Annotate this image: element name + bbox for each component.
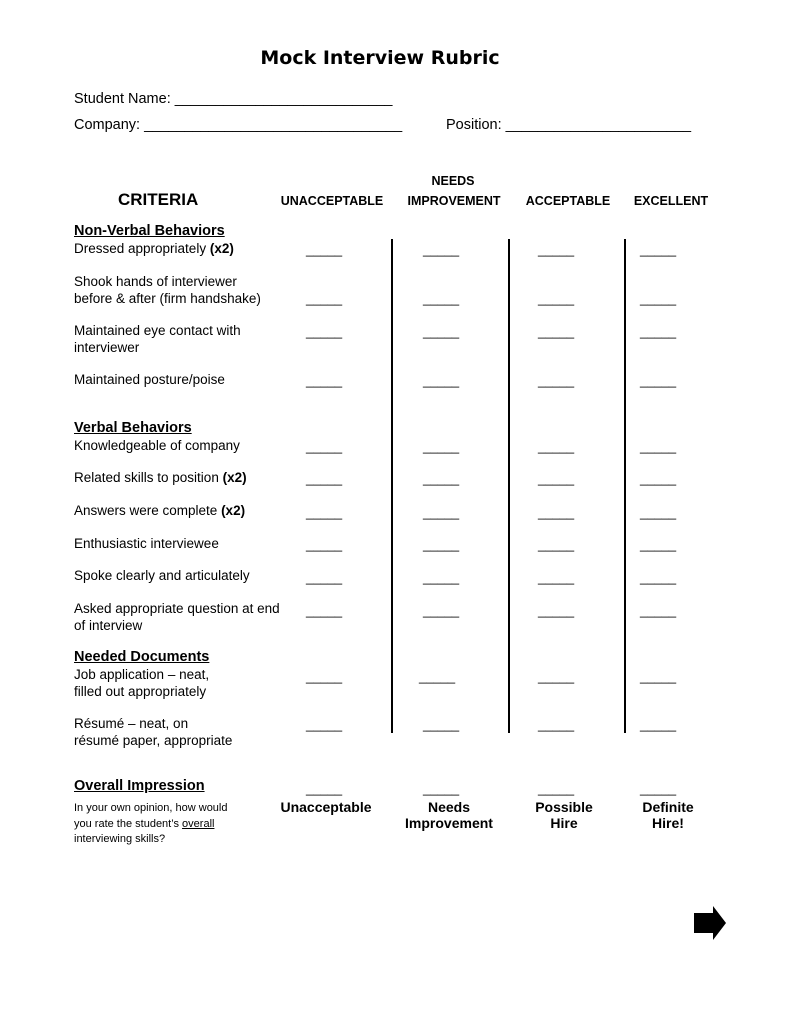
rating-unacceptable: Unacceptable	[280, 799, 372, 815]
rating-blank[interactable]: _____	[640, 781, 677, 796]
rating-blank[interactable]: _____	[306, 471, 343, 486]
rating-blank[interactable]: _____	[423, 439, 460, 454]
rating-blank[interactable]: _____	[306, 439, 343, 454]
overall-question: In your own opinion, how would you rate the student’s overall interviewing skills?	[74, 802, 228, 845]
rating-blank[interactable]: _____	[306, 242, 343, 257]
rating-definite-hire: Definite Hire!	[642, 799, 694, 831]
rating-blank[interactable]: _____	[306, 537, 343, 552]
criterion-item: Enthusiastic interviewee	[74, 536, 219, 551]
rating-blank[interactable]: _____	[306, 781, 343, 796]
column-divider	[391, 239, 393, 733]
student-name-field[interactable]: Student Name: ___________________________	[74, 91, 393, 107]
rating-blank[interactable]: _____	[538, 781, 575, 796]
rating-blank[interactable]: _____	[640, 471, 677, 486]
header-needs: NEEDS	[431, 174, 475, 188]
rating-blank[interactable]: _____	[306, 717, 343, 732]
rating-blank[interactable]: _____	[538, 324, 575, 339]
header-unacceptable: UNACCEPTABLE	[280, 194, 384, 208]
rating-blank[interactable]: _____	[640, 439, 677, 454]
rating-blank[interactable]: _____	[640, 505, 677, 520]
criterion-item: Job application – neat, filled out appropriately	[74, 667, 210, 699]
criterion-item: Maintained posture/poise	[74, 372, 225, 387]
column-divider	[624, 239, 626, 733]
rating-blank[interactable]: _____	[538, 570, 575, 585]
rating-blank[interactable]: _____	[538, 373, 575, 388]
criterion-item: Spoke clearly and articulately	[74, 568, 250, 583]
rating-blank[interactable]: _____	[640, 669, 677, 684]
rating-blank[interactable]: _____	[640, 717, 677, 732]
rating-blank[interactable]: _____	[423, 242, 460, 257]
rating-needs-improvement: Needs Improvement	[405, 799, 493, 831]
section-title-nonverbal: Non-Verbal Behaviors	[74, 223, 225, 239]
column-divider	[508, 239, 510, 733]
section-title-overall: Overall Impression	[74, 778, 205, 794]
header-excellent: EXCELLENT	[633, 194, 709, 208]
rating-blank[interactable]: _____	[423, 291, 460, 306]
criterion-item: Résumé – neat, on résumé paper, appropriate	[74, 716, 233, 748]
rating-blank[interactable]: _____	[640, 291, 677, 306]
page-title: Mock Interview Rubric	[260, 47, 500, 69]
rating-blank[interactable]: _____	[423, 537, 460, 552]
rating-blank[interactable]: _____	[423, 603, 460, 618]
criterion-item: Maintained eye contact with interviewer	[74, 323, 241, 355]
header-criteria: CRITERIA	[118, 190, 199, 209]
rating-blank[interactable]: _____	[640, 537, 677, 552]
position-field[interactable]: Position: _______________________	[446, 117, 692, 133]
rating-blank[interactable]: _____	[419, 669, 456, 684]
rating-blank[interactable]: _____	[538, 439, 575, 454]
rating-blank[interactable]: _____	[423, 505, 460, 520]
company-field[interactable]: Company: ________________________________	[74, 117, 403, 133]
rating-blank[interactable]: _____	[538, 505, 575, 520]
rating-blank[interactable]: _____	[306, 373, 343, 388]
rating-blank[interactable]: _____	[538, 669, 575, 684]
criterion-item: Related skills to position (x2)	[74, 470, 247, 485]
rating-blank[interactable]: _____	[423, 471, 460, 486]
rating-blank[interactable]: _____	[423, 781, 460, 796]
rating-blank[interactable]: _____	[538, 717, 575, 732]
rating-blank[interactable]: _____	[538, 242, 575, 257]
criterion-item: Knowledgeable of company	[74, 438, 240, 453]
rating-blank[interactable]: _____	[306, 505, 343, 520]
criterion-item: Shook hands of interviewer before & after (firm handshake)	[74, 274, 261, 306]
rating-blank[interactable]: _____	[423, 373, 460, 388]
rating-blank[interactable]: _____	[423, 717, 460, 732]
rating-possible-hire: Possible Hire	[535, 799, 593, 831]
right-arrow-icon[interactable]	[693, 905, 727, 941]
rating-blank[interactable]: _____	[423, 324, 460, 339]
header-improvement: IMPROVEMENT	[407, 194, 501, 208]
section-title-documents: Needed Documents	[74, 649, 210, 665]
rating-blank[interactable]: _____	[640, 242, 677, 257]
section-title-verbal: Verbal Behaviors	[74, 420, 192, 436]
rating-blank[interactable]: _____	[306, 603, 343, 618]
rating-blank[interactable]: _____	[538, 291, 575, 306]
rating-blank[interactable]: _____	[306, 570, 343, 585]
rating-blank[interactable]: _____	[306, 324, 343, 339]
rating-blank[interactable]: _____	[640, 603, 677, 618]
rating-blank[interactable]: _____	[640, 373, 677, 388]
criterion-item: Dressed appropriately (x2)	[74, 241, 234, 256]
rating-blank[interactable]: _____	[423, 570, 460, 585]
criterion-item: Answers were complete (x2)	[74, 503, 246, 518]
rating-blank[interactable]: _____	[640, 324, 677, 339]
rating-blank[interactable]: _____	[538, 537, 575, 552]
rating-blank[interactable]: _____	[640, 570, 677, 585]
rating-blank[interactable]: _____	[538, 603, 575, 618]
rating-blank[interactable]: _____	[306, 669, 343, 684]
rating-blank[interactable]: _____	[306, 291, 343, 306]
criterion-item: Asked appropriate question at end of interview	[74, 601, 280, 633]
header-acceptable: ACCEPTABLE	[525, 194, 611, 208]
rating-blank[interactable]: _____	[538, 471, 575, 486]
